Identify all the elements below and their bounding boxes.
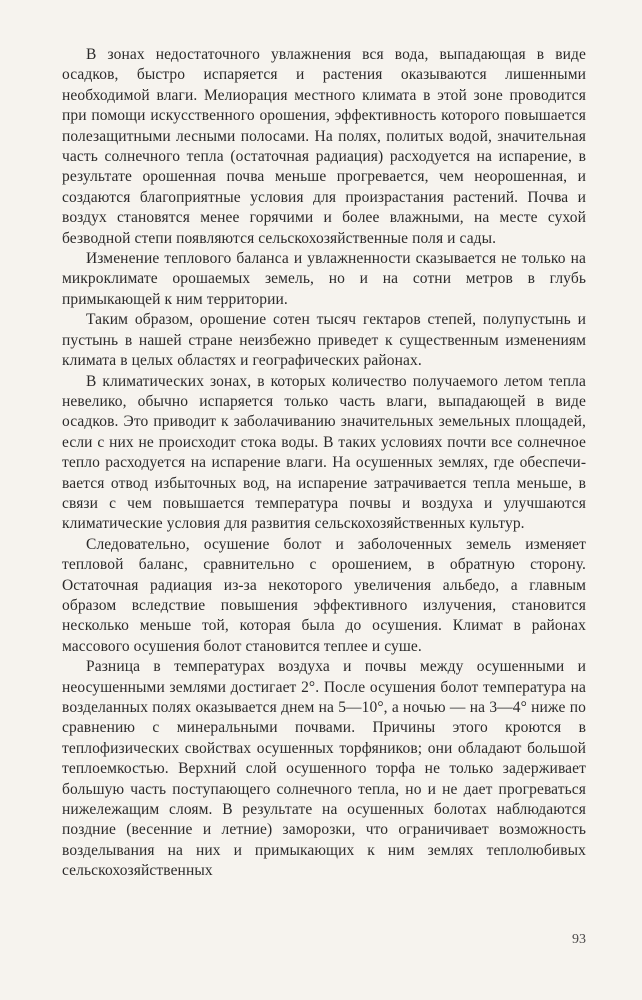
paragraph-temperature-difference: Разница в температурах воздуха и почвы между осушенными и неосушенными землями достигает 2°. После осушения болот температура на возделанных полях оказывается днем на 5—10°, а ночью — на 3—4° ниже по сравнению с минеральными почвами. Причины этого кроются в теплофизических свойствах осушенных торфяников; они обладают большой теплоемкостью. Верхний слой осушенного торфа не только задерживает большую часть поступающего солнечного тепла, но и не дает прогреваться нижележащим слоям. В результате на осушенных болотах наблюдаются поздние (весенние и летние) заморозки, что ограничивает возможность возделывания на них и примыкающих к ним землях теплолюбивых сельскохозяйственных [62,658,586,880]
page-number: 93 [572,932,586,947]
paragraph-drainage-effect: Следовательно, осушение болот и заболоченных земель изменяет тепловой баланс, сравнительно с орошением, в обратную сторону. Остаточная радиация из-за некоторого увеличения альбедо, а главным образом вследствие повышения эффективного излучения, становится несколько меньше той, которая была до осушения. Климат в районах массового осушения болот становится теплее и суше. [62,535,586,655]
body-text [62,45,586,882]
paragraph-heat-balance: Изменение теплового баланса и увлажненности сказывается не только на микроклимате орошаемых земель, но и на сотни метров в глубь примыкающей к ним территории. [62,250,586,308]
paragraph-climate-change: Таким образом, орошение сотен тысяч гектаров степей, полупустынь и пустынь в нашей стране неизбежно приведет к существенным изменениям климата в целых областях и географических районах. [62,311,586,370]
paragraph-irrigation-climate: В зонах недостаточного увлажнения вся вода, выпадающая в виде осадков, быстро испаряется и растения оказываются лишенными необходимой влаги. Мелиорация местного климата в этой зоне проводится при помощи искусственного орошения, эффективность которого повышается полезащитными лесными полосами. На полях, политых водой, значительная часть солнечного тепла (остаточная радиация) расходуется на испарение, в результате орошенная почва меньше прогревается, чем неорошенная, и создаются благоприятные условия для произрастания растений. Почва и воздух становятся менее горячими и более влажными, на месте сухой безводной степи появляются сельскохозяйственные поля и сады. [62,46,586,247]
paragraph-waterlogging: В климатических зонах, в которых количество получаемого летом тепла невелико, обычно испаряется только часть влаги, выпадающей в виде осадков. Это приводит к заболачиванию значительных земельных площадей, если с них не происходит стока воды. В таких условиях почти все солнечное тепло расходуется на испарение влаги. На осушенных землях, где обеспечивается отвод избыточных вод, на испарение затрачивается тепла меньше, в связи с чем повышается температура почвы и воздуха и улучшаются климатические условия для развития сельскохозяйственных культур. [62,372,586,533]
